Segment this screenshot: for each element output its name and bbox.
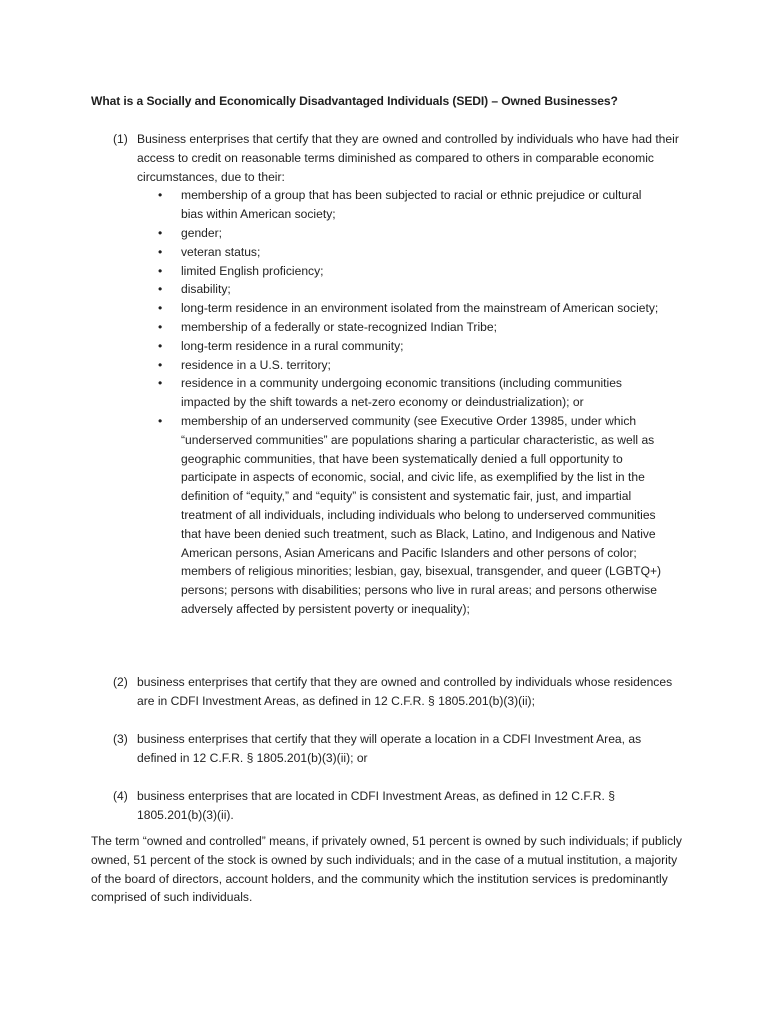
numbered-item-2 (113, 673, 683, 711)
bullet-icon: • (158, 301, 163, 316)
bullet-icon: • (158, 225, 163, 240)
item-number: (1) (113, 132, 128, 146)
item-text: Business enterprises that certify that they are owned and controlled by individuals who have had their access to credit on reasonable terms diminished as compared to others in comparable economic circumstances, due to their: (137, 132, 679, 184)
item-text: business enterprises that are located in CDFI Investment Areas, as defined in 12 C.F.R. § 1805.201(b)(3)(ii). (137, 789, 615, 822)
item-number: (2) (113, 675, 128, 689)
list-item: • veteran status; (158, 243, 663, 262)
bullet-icon: • (158, 263, 163, 278)
list-item: • membership of a federally or state-recognized Indian Tribe; (158, 318, 663, 337)
bullet-icon: • (158, 376, 163, 391)
bullet-icon: • (158, 319, 163, 334)
numbered-item-3 (113, 730, 683, 768)
bullet-icon: • (158, 188, 163, 203)
bullet-icon: • (158, 413, 163, 428)
bullet-icon: • (158, 244, 163, 259)
list-item: • long-term residence in an environment isolated from the mainstream of American society; (158, 299, 663, 318)
list-item: • membership of an underserved community (see Executive Order 13985, under which “underserved communities” are populations sharing a particular characteristic, as well as geographic communities, that have been systematically denied a full opportunity to participate in aspects of economic, social, and civic life, as exemplified by the list in the definition of “equity,” and “equity” is consistent and systematic fair, just, and impartial treatment of all individuals, including individuals who belong to underserved communities that have been denied such treatment, such as Black, Latino, and Indigenous and Native American persons, Asian Americans and Pacific Islanders and other persons of color; members of religious minorities; lesbian, gay, bisexual, transgender, and queer (LGBTQ+) persons; persons with disabilities; persons who live in rural areas; and persons otherwise adversely affected by persistent poverty or inequality); (158, 413, 662, 616)
item-number: (4) (113, 789, 128, 803)
list-item: • gender; (158, 224, 663, 243)
list-item: • residence in a U.S. territory; (158, 356, 663, 375)
bullet-icon: • (158, 282, 163, 297)
closing-paragraph: The term “owned and controlled” means, if privately owned, 51 percent is owned by such individuals; if publicly owned, 51 percent of the stock is owned by such individuals; and in the case of a mutual institution, a majority of the board of directors, account holders, and the community which the institution services is predominantly comprised of such individuals. (91, 834, 682, 905)
list-item: • residence in a community undergoing economic transitions (including communities impacted by the shift towards a net-zero economy or deindustrialization); or (158, 376, 622, 410)
bullet-list (158, 186, 663, 618)
list-item: • limited English proficiency; (158, 262, 663, 281)
numbered-item-4 (113, 787, 683, 825)
numbered-item-1 (113, 130, 683, 619)
list-item: • long-term residence in a rural community; (158, 337, 663, 356)
page-title: What is a Socially and Economically Disadvantaged Individuals (SEDI) – Owned Businesses? (91, 94, 618, 108)
item-text: business enterprises that certify that they are owned and controlled by individuals whose residences are in CDFI Investment Areas, as defined in 12 C.F.R. § 1805.201(b)(3)(ii); (137, 675, 673, 708)
item-text: business enterprises that certify that they will operate a location in a CDFI Investment Area, as defined in 12 C.F.R. § 1805.201(b)(3)(ii); or (137, 732, 642, 765)
bullet-icon: • (158, 357, 163, 372)
item-number: (3) (113, 732, 128, 746)
list-item: • disability; (158, 280, 663, 299)
list-item: • membership of a group that has been subjected to racial or ethnic prejudice or cultural bias within American society; (158, 188, 642, 222)
bullet-icon: • (158, 338, 163, 353)
